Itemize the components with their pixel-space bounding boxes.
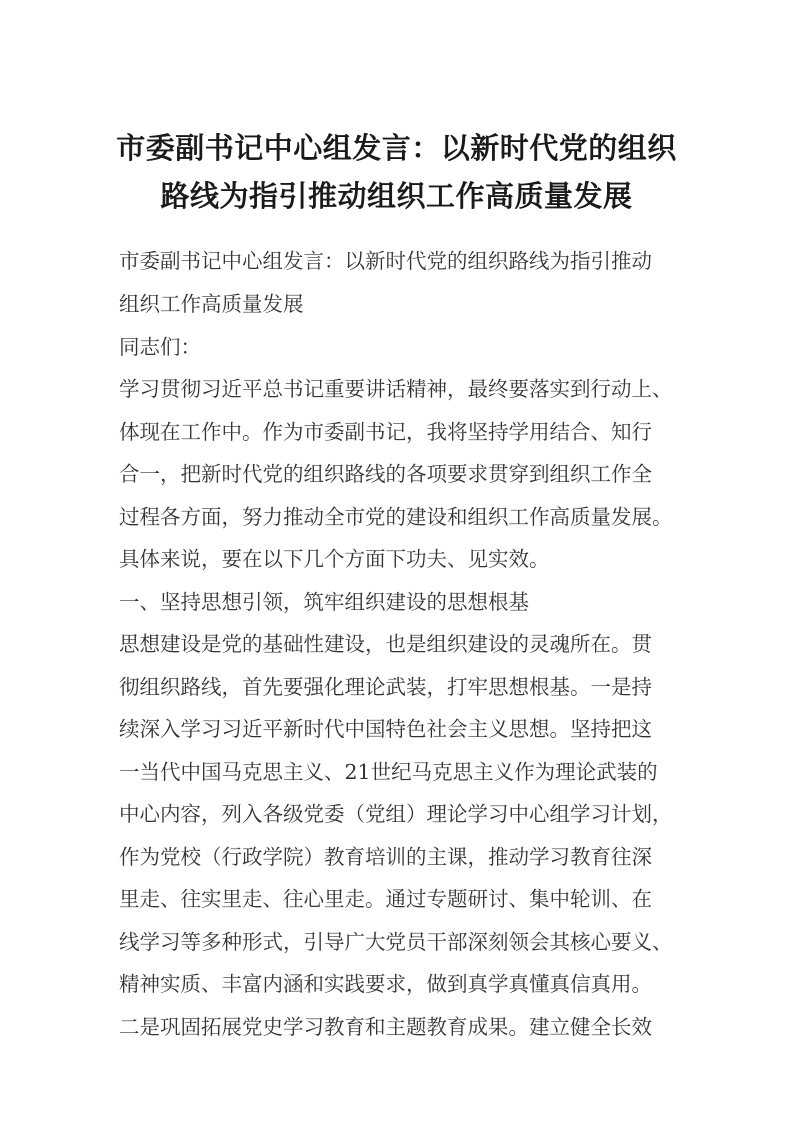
body-line: 彻组织路线，首先要强化理论武装，打牢思想根基。一是持	[119, 675, 652, 699]
body-line: 具体来说，要在以下几个方面下功夫、见实效。	[119, 547, 550, 571]
body-line: 续深入学习习近平新时代中国特色社会主义思想。坚持把这	[119, 717, 652, 741]
salutation: 同志们：	[119, 335, 201, 359]
body-line: 市委副书记中心组发言：以新时代党的组织路线为指引推动	[119, 249, 652, 273]
body-line: 学习贯彻习近平总书记重要讲话精神，最终要落实到行动上、	[119, 377, 673, 401]
body-line: 组织工作高质量发展	[119, 292, 304, 316]
body-line: 精神实质、丰富内涵和实践要求，做到真学真懂真信真用。	[119, 972, 652, 996]
body-line: 二是巩固拓展党史学习教育和主题教育成果。建立健全长效	[119, 1015, 652, 1039]
body-line: 一当代中国马克思主义、21世纪马克思主义作为理论武装的	[119, 760, 658, 784]
body-line: 体现在工作中。作为市委副书记，我将坚持学用结合、知行	[119, 420, 652, 444]
body-line: 作为党校（行政学院）教育培训的主课，推动学习教育往深	[119, 845, 652, 869]
section-heading: 一、坚持思想引领，筑牢组织建设的思想根基	[119, 590, 529, 614]
body-line: 中心内容，列入各级党委（党组）理论学习中心组学习计划，	[119, 802, 673, 826]
document-title-line-2: 路线为指引推动组织工作高质量发展	[160, 179, 633, 213]
body-line: 合一，把新时代党的组织路线的各项要求贯穿到组织工作全	[119, 462, 652, 486]
body-line: 线学习等多种形式，引导广大党员干部深刻领会其核心要义、	[119, 930, 673, 954]
document-title-line-1: 市委副书记中心组发言：以新时代党的组织	[116, 131, 677, 165]
body-line: 思想建设是党的基础性建设，也是组织建设的灵魂所在。贯	[119, 632, 652, 656]
body-line: 过程各方面，努力推动全市党的建设和组织工作高质量发展。	[119, 505, 673, 529]
body-line: 里走、往实里走、往心里走。通过专题研讨、集中轮训、在	[119, 887, 652, 911]
